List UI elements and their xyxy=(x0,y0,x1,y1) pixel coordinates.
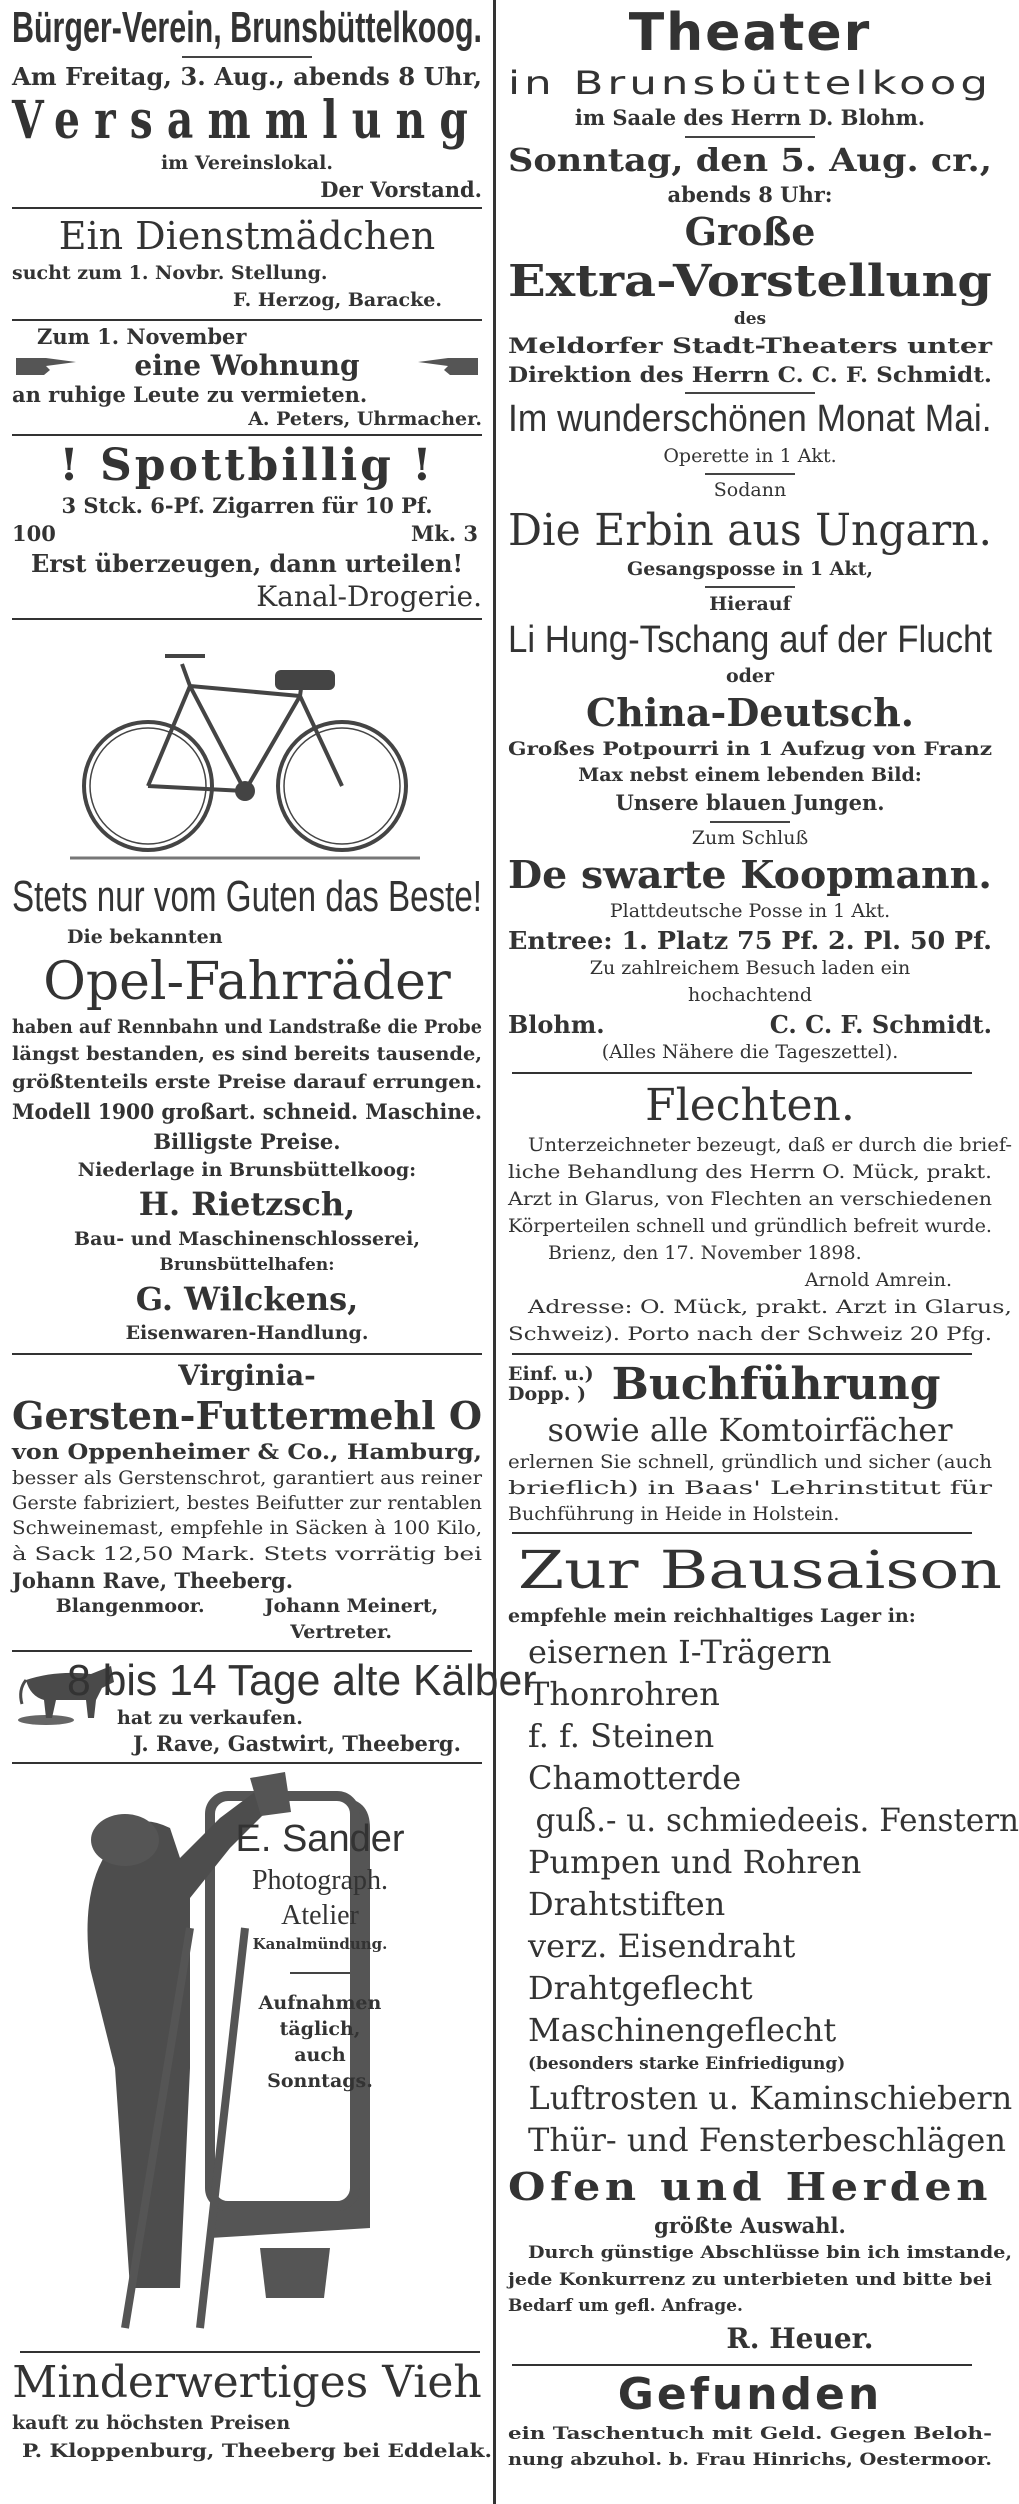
divider xyxy=(182,56,312,58)
ad-sub: sowie alle Komtoirfächer xyxy=(547,1410,953,1449)
ad-line: 3 Stck. 6-Pf. Zigarren für 10 Pf. xyxy=(61,492,433,518)
ad-ofen: Ofen und Herden xyxy=(508,2163,992,2209)
column-divider xyxy=(493,0,496,2504)
ad-wohnung xyxy=(12,322,482,433)
ad-item-note: (besonders starke Einfriedigung) xyxy=(528,2054,846,2075)
ad-play: Im wunderschönen Monat Mai. xyxy=(508,398,992,441)
ad-body-line: Bedarf um gefl. Anfrage. xyxy=(508,2295,743,2316)
ad-item: guß.- u. schmiedeeis. Fenstern xyxy=(535,1800,1019,1839)
ad-play-desc: Großes Potpourri in 1 Aufzug von Franz xyxy=(508,737,992,760)
ad-body-line: liche Behandlung des Herrn O. Mück, prakt. xyxy=(508,1161,992,1184)
rule xyxy=(20,2351,480,2353)
ad-prices: Billigste Preise. xyxy=(153,1128,341,1154)
ad-title: Photograph. xyxy=(251,1864,389,1896)
ad-virginia xyxy=(12,1356,482,1648)
ad-bausaison xyxy=(508,1536,1019,2362)
ad-item: f. f. Steinen xyxy=(528,1716,715,1755)
rule xyxy=(12,1650,472,1652)
ad-text: kauft zu höchsten Preisen xyxy=(12,2412,291,2435)
pointing-hand-right-icon xyxy=(14,354,84,378)
rule xyxy=(512,1353,972,1355)
ad-spottbillig xyxy=(12,437,482,617)
ad-body-line: jede Konkurrenz zu unterbieten und bitte bei xyxy=(508,2269,992,2290)
ad-theater xyxy=(508,0,992,1070)
ad-place: Brunsbüttelhafen: xyxy=(159,1255,335,1276)
ad-body-line: erlernen Sie schnell, gründlich und sicher (auch xyxy=(508,1451,992,1474)
ad-item: Luftrosten u. Kaminschiebern xyxy=(528,2079,1013,2118)
ad-line: täglich, xyxy=(279,2018,361,2041)
paint-bucket-shape xyxy=(260,2248,330,2298)
ad-hochachtend: hochachtend xyxy=(687,983,813,1006)
ad-signature: F. Herzog, Baracke. xyxy=(233,288,442,311)
ad-headline: Zur Bausaison xyxy=(518,1541,1002,1602)
ad-buerger-verein xyxy=(12,0,482,206)
rule xyxy=(512,2364,972,2366)
ad-des: des xyxy=(733,309,767,330)
ad-invite: Zu zahlreichem Besuch laden ein xyxy=(589,957,911,980)
ad-signature: R. Heuer. xyxy=(726,2322,874,2356)
ad-signature: P. Kloppenburg, Theeberg bei Eddelak. xyxy=(22,2440,492,2463)
ad-line: Sonntags. xyxy=(267,2070,373,2093)
ad-buchfuehrung xyxy=(508,1356,992,1531)
ad-headline: Opel-Fahrräder xyxy=(43,952,451,1013)
ad-date: Brienz, den 17. November 1898. xyxy=(548,1242,862,1265)
ad-depot: Niederlage in Brunsbüttelkoog: xyxy=(77,1158,417,1181)
ad-sodann: Sodann xyxy=(713,479,787,502)
ad-body-line: Durch günstige Abschlüsse bin ich imstande, xyxy=(528,2243,1012,2264)
ad-grosse: Große xyxy=(684,209,816,255)
ad-body-line: von Oppenheimer & Co., Hamburg, xyxy=(12,1439,482,1465)
ad-body-line: brieflich) in Baas' Lehrinstitut für xyxy=(508,1477,992,1500)
ad-body-line: Johann Rave, Theeberg. xyxy=(12,1567,294,1593)
ad-item: Chamotterde xyxy=(528,1758,742,1797)
ad-line: Virginia- xyxy=(178,1359,316,1393)
ad-body-line: längst bestanden, es sind bereits tausende, xyxy=(12,1043,482,1066)
ad-headline: Flechten. xyxy=(645,1080,855,1132)
ad-headline: Versammlung xyxy=(12,89,482,151)
ad-atelier: Atelier xyxy=(281,1900,359,1932)
ad-signature: J. Rave, Gastwirt, Theeberg. xyxy=(133,1731,461,1757)
ad-play: Li Hung-Tschang auf der Flucht xyxy=(507,618,993,661)
ad-body-line: Gerste fabriziert, bestes Beifutter zur rentablen xyxy=(12,1492,482,1515)
ad-intro: empfehle mein reichhaltiges Lager in: xyxy=(508,1605,916,1628)
ad-item: eisernen I-Trägern xyxy=(528,1632,832,1671)
ad-item: Drahtgeflecht xyxy=(528,1969,753,2008)
ad-body-line: Unterzeichneter bezeugt, daß er durch die brief- xyxy=(528,1134,1012,1157)
ad-auswahl: größte Auswahl. xyxy=(654,2212,846,2238)
ad-name: E. Sander xyxy=(235,1818,405,1860)
ad-play-desc: Plattdeutsche Posse in 1 Akt. xyxy=(609,899,891,922)
ad-item: Drahtstiften xyxy=(528,1885,726,1924)
ad-prefix: Einf. u.) Dopp. ) xyxy=(508,1363,594,1405)
ad-title: Theater xyxy=(628,3,872,64)
ad-headline: 8 bis 14 Tage alte Kälber xyxy=(67,1655,537,1705)
ad-headline-row xyxy=(508,1358,992,1410)
ad-line: 100 Mk. 3 xyxy=(12,520,478,546)
ad-line: auch xyxy=(294,2044,346,2067)
ad-item: Pumpen und Rohren xyxy=(528,1843,862,1881)
ad-gefunden xyxy=(508,2368,992,2498)
ad-oder: oder xyxy=(725,665,775,688)
ad-flechten xyxy=(508,1076,1012,1352)
ad-headline: Minderwertiges Vieh xyxy=(12,2357,482,2408)
ad-agent-role: Vertreter. xyxy=(290,1620,392,1643)
ad-item: Thonrohren xyxy=(528,1674,720,1713)
ad-play: De swarte Koopmann. xyxy=(508,852,992,898)
ad-headline: ! Spottbillig ! xyxy=(59,439,435,491)
ad-text: sucht zum 1. Novbr. Stellung. xyxy=(12,261,328,284)
rule xyxy=(12,618,482,620)
ad-headline: Ein Dienstmädchen xyxy=(58,214,436,259)
ad-body-line: Buchführung in Heide in Holstein. xyxy=(508,1503,840,1526)
bicycle-illustration xyxy=(70,626,420,866)
ad-venue: im Saale des Herrn D. Blohm. xyxy=(574,105,926,131)
ad-subtitle: in Brunsbüttelkoog xyxy=(508,64,992,103)
ad-kaelber xyxy=(12,1653,537,1760)
ad-play-desc: Gesangsposse in 1 Akt, xyxy=(627,558,873,581)
ad-dealer-desc: Eisenwaren-Handlung. xyxy=(125,1322,369,1345)
ad-schluss: Zum Schluß xyxy=(691,826,809,849)
ad-item: verz. Eisendraht xyxy=(528,1927,796,1966)
ad-intro: Die bekannten xyxy=(67,925,223,948)
ad-title: Bürger-Verein, Brunsbüttelkoog. xyxy=(12,3,483,53)
ad-body-line: Körperteilen schnell und gründlich befreit wurde. xyxy=(508,1215,992,1238)
pointing-hand-left-icon xyxy=(410,354,480,378)
ad-text: hat zu verkaufen. xyxy=(117,1706,303,1729)
divider xyxy=(685,136,815,138)
ad-signature: Der Vorstand. xyxy=(320,176,482,202)
ad-time: abends 8 Uhr: xyxy=(667,181,833,207)
ad-line: Aufnahmen xyxy=(258,1992,382,2015)
ad-hierauf: Hierauf xyxy=(709,592,791,615)
ad-body-line: besser als Gerstenschrot, garantiert aus reiner xyxy=(12,1466,482,1489)
rule xyxy=(512,1532,972,1534)
ad-signature: A. Peters, Uhrmacher. xyxy=(248,407,482,430)
ad-body-line: Arzt in Glarus, von Flechten an verschiedenen xyxy=(508,1188,992,1211)
ad-slogan: Stets nur vom Guten das Beste! xyxy=(12,871,482,921)
ad-text: an ruhige Leute zu vermieten. xyxy=(12,381,368,407)
ad-address: Schweiz). Porto nach der Schweiz 20 Pfg. xyxy=(508,1323,992,1346)
ad-headline: Gefunden xyxy=(617,2369,883,2420)
divider xyxy=(705,473,795,475)
ad-entree: Entree: 1. Platz 75 Pf. 2. Pl. 50 Pf. xyxy=(508,925,992,955)
ad-agent-row: Blangenmoor. Johann Meinert, xyxy=(55,1595,439,1618)
ad-headline: Buchführung xyxy=(611,1358,941,1410)
ad-place: Kanalmündung. xyxy=(252,1934,388,1953)
ad-play: China-Deutsch. xyxy=(585,690,915,736)
ad-opel xyxy=(12,866,482,1352)
ad-play-desc: Operette in 1 Akt. xyxy=(663,444,837,467)
ad-dealer: H. Rietzsch, xyxy=(138,1185,356,1224)
ad-address: Adresse: O. Mück, prakt. Arzt in Glarus, xyxy=(528,1296,1012,1319)
ad-signatures: Blohm. C. C. F. Schmidt. xyxy=(508,1009,992,1039)
divider xyxy=(685,392,815,394)
ad-dealer: G. Wilckens, xyxy=(135,1279,359,1318)
ad-line: Zum 1. November xyxy=(37,323,247,349)
ad-place: im Vereinslokal. xyxy=(160,151,334,174)
ad-play-desc: Max nebst einem lebenden Bild: xyxy=(578,763,922,786)
ad-body-line: haben auf Rennbahn und Landstraße die Probe xyxy=(12,1015,482,1038)
ad-play: Die Erbin aus Ungarn. xyxy=(508,504,992,556)
ad-headline: eine Wohnung xyxy=(134,349,360,383)
ad-item: Thür- und Fensterbeschlägen xyxy=(528,2121,1006,2160)
photographer-sign xyxy=(220,1800,420,2210)
ad-body-line: Modell 1900 großart. schneid. Maschine. xyxy=(12,1098,482,1124)
ad-headline: Gersten-Futtermehl O xyxy=(12,1393,482,1439)
ad-signature: Kanal-Drogerie. xyxy=(256,579,482,613)
ad-line: nung abzuhol. b. Frau Hinrichs, Oestermoor. xyxy=(508,2450,992,2471)
rule xyxy=(12,1353,482,1355)
ad-company: Meldorfer Stadt-Theaters unter xyxy=(508,333,992,359)
rule xyxy=(12,1762,482,1764)
ad-body-line: à Sack 12,50 Mark. Stets vorrätig bei xyxy=(12,1542,482,1565)
ad-date: Am Freitag, 3. Aug., abends 8 Uhr, xyxy=(12,61,482,91)
saddle-shape xyxy=(275,670,335,690)
ad-play-desc: Unsere blauen Jungen. xyxy=(615,790,885,816)
ad-headline: Extra-Vorstellung xyxy=(508,255,992,307)
rule xyxy=(12,207,482,209)
ad-dealer-desc: Bau- und Maschinenschlosserei, xyxy=(74,1227,420,1250)
ad-note: (Alles Nähere die Tageszettel). xyxy=(601,1041,899,1064)
ad-line: ein Taschentuch mit Geld. Gegen Beloh- xyxy=(508,2424,992,2445)
rule xyxy=(512,1072,972,1074)
ad-company: Direktion des Herrn C. C. F. Schmidt. xyxy=(508,361,992,387)
ad-headline-row xyxy=(14,349,479,383)
ad-body-line: größtenteils erste Preise darauf errungen. xyxy=(12,1071,482,1094)
divider xyxy=(710,821,790,823)
ad-item: Maschinengeflecht xyxy=(528,2011,837,2050)
ad-vieh xyxy=(12,2354,492,2500)
rule xyxy=(12,319,482,321)
divider xyxy=(290,1972,350,1974)
rule xyxy=(12,434,482,436)
ad-dienstmaedchen xyxy=(12,210,482,318)
ad-body-line: Schweinemast, empfehle in Säcken à 100 Kilo, xyxy=(12,1517,482,1540)
ad-line: Erst überzeugen, dann urteilen! xyxy=(30,548,464,578)
divider xyxy=(705,586,795,588)
ad-date: Sonntag, den 5. Aug. cr., xyxy=(508,140,992,179)
ad-signature: Arnold Amrein. xyxy=(804,1269,952,1292)
